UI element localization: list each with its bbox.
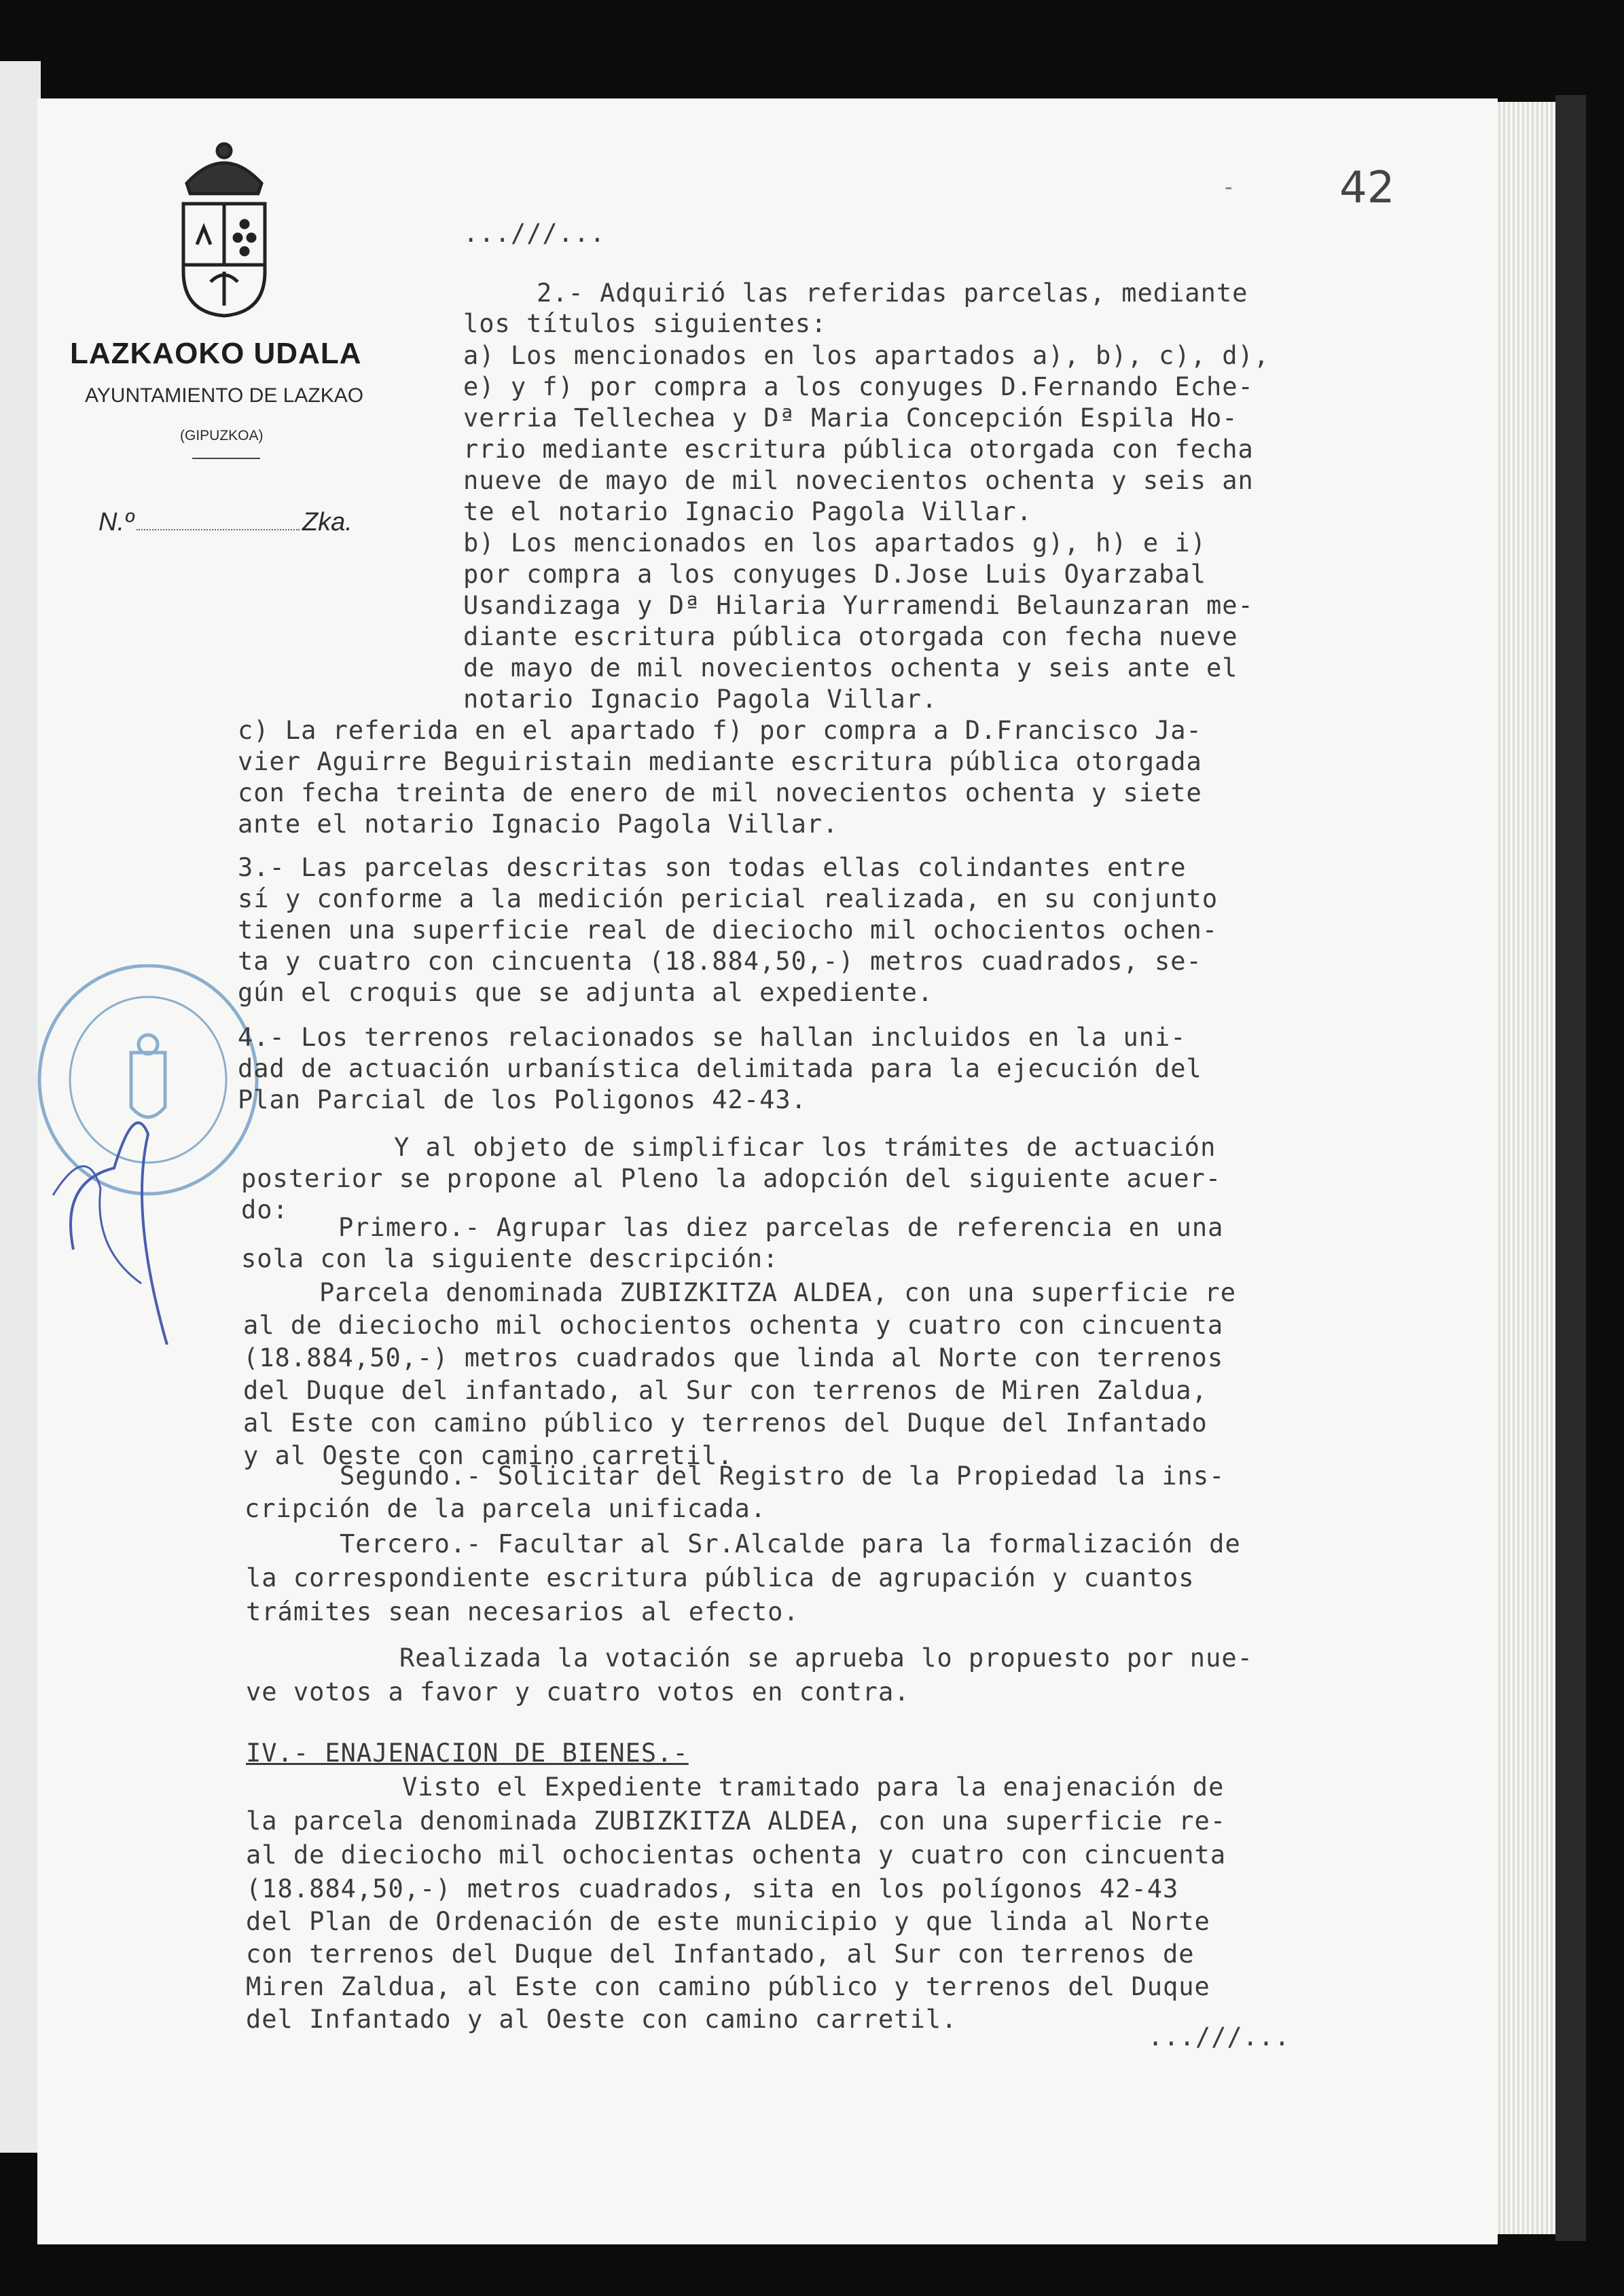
body-line: posterior se propone al Pleno la adopción del siguiente acuer- (241, 1164, 1222, 1193)
body-line: do: (241, 1195, 289, 1224)
body-line: cripción de la parcela unificada. (245, 1494, 767, 1523)
body-line: al de dieciocho mil ochocientos ochenta y cuatro con cincuenta (243, 1311, 1224, 1340)
section-heading: IV.- ENAJENACION DE BIENES.- (246, 1738, 689, 1768)
body-line: dad de actuación urbanística delimitada para la ejecución del (238, 1054, 1202, 1083)
body-line: c) La referida en el apartado f) por compra a D.Francisco Ja- (238, 716, 1202, 745)
body-line: del Duque del infantado, al Sur con terrenos de Miren Zaldua, (243, 1376, 1208, 1405)
number-prefix: N.º (98, 508, 134, 536)
body-line: Realizada la votación se aprueba lo propuesto por nue- (399, 1643, 1253, 1673)
letterhead-province: (GIPUZKOA) (180, 428, 264, 443)
body-line: por compra a los conyuges D.Jose Luis Oyarzabal (463, 560, 1206, 589)
body-line: del Plan de Ordenación de este municipio y que linda al Norte (246, 1907, 1210, 1936)
body-line: diante escritura pública otorgada con fecha nueve (463, 622, 1238, 651)
body-line: gún el croquis que se adjunta al expediente. (238, 978, 934, 1007)
body-line: trámites sean necesarios al efecto. (246, 1597, 799, 1626)
body-line: notario Ignacio Pagola Villar. (463, 685, 938, 714)
body-line: 3.- Las parcelas descritas son todas ellas colindantes entre (238, 853, 1187, 882)
body-line: sola con la siguiente descripción: (241, 1244, 779, 1273)
body-line: nueve de mayo de mil novecientos ochenta y seis an (463, 466, 1254, 495)
body-line: la parcela denominada ZUBIZKITZA ALDEA, con una superficie re- (246, 1806, 1227, 1836)
body-line: 2.- Adquirió las referidas parcelas, mediante (537, 278, 1248, 308)
body-line: la correspondiente escritura pública de agrupación y cuantos (246, 1563, 1195, 1592)
body-line: los títulos siguientes: (463, 309, 827, 338)
body-line: ante el notario Ignacio Pagola Villar. (238, 809, 839, 839)
coat-of-arms-icon (173, 136, 275, 326)
body-line: ...///... (463, 219, 606, 248)
body-line: rrio mediante escritura pública otorgada con fecha (463, 435, 1254, 464)
body-line: sí y conforme a la medición pericial realizada, en su conjunto (238, 884, 1219, 913)
body-line: del Infantado y al Oeste con camino carretil. (246, 2005, 958, 2034)
body-line: Miren Zaldua, al Este con camino público y terrenos del Duque (246, 1972, 1210, 2001)
page-number: 42 (1339, 163, 1395, 213)
body-line: Plan Parcial de los Poligonos 42-43. (238, 1085, 807, 1114)
body-line: e) y f) por compra a los conyuges D.Fernando Eche- (463, 372, 1254, 401)
body-line: (18.884,50,-) metros cuadrados que linda al Norte con terrenos (243, 1343, 1224, 1372)
body-line: vier Aguirre Beguiristain mediante escritura pública otorgada (238, 747, 1202, 776)
body-line: al Este con camino público y terrenos del Duque del Infantado (243, 1408, 1208, 1438)
letterhead-title: LAZKAOKO UDALA (70, 337, 362, 370)
body-line: Tercero.- Facultar al Sr.Alcalde para la formalización de (340, 1529, 1241, 1559)
body-line: Segundo.- Solicitar del Registro de la Propiedad la ins- (340, 1461, 1225, 1491)
body-line: verria Tellechea y Dª Maria Concepción Espila Ho- (463, 403, 1238, 433)
body-line: (18.884,50,-) metros cuadrados, sita en los polígonos 42-43 (246, 1874, 1179, 1903)
body-line: Y al objeto de simplificar los trámites de actuación (394, 1133, 1216, 1162)
page-mark: - (1225, 174, 1233, 200)
reference-number-field (98, 508, 353, 537)
body-line: Usandizaga y Dª Hilaria Yurramendi Belaunzaran me- (463, 591, 1254, 620)
book-cover-edge (1555, 95, 1586, 2241)
body-line: ta y cuatro con cincuenta (18.884,50,-) metros cuadrados, se- (238, 947, 1202, 976)
number-suffix: Zka. (302, 508, 353, 536)
letterhead-subtitle: AYUNTAMIENTO DE LAZKAO (85, 384, 364, 407)
body-line: b) Los mencionados en los apartados g), h) e i) (463, 528, 1206, 558)
letterhead-rule (192, 458, 260, 459)
body-line: con terrenos del Duque del Infantado, al Sur con terrenos de (246, 1939, 1195, 1969)
body-line: al de dieciocho mil ochocientas ochenta y cuatro con cincuenta (246, 1840, 1227, 1870)
body-line: a) Los mencionados en los apartados a), b), c), d), (463, 341, 1270, 370)
body-line: con fecha treinta de enero de mil novecientos ochenta y siete (238, 778, 1202, 807)
body-line: te el notario Ignacio Pagola Villar. (463, 497, 1032, 526)
body-line: y al Oeste con camino carretil. (243, 1441, 734, 1470)
body-line: 4.- Los terrenos relacionados se hallan incluidos en la uni- (238, 1023, 1187, 1052)
number-dotted-line (137, 524, 300, 530)
body-line: Parcela denominada ZUBIZKITZA ALDEA, con una superficie re (319, 1278, 1237, 1307)
body-line: ...///... (1148, 2022, 1291, 2052)
body-line: ve votos a favor y cuatro votos en contra. (246, 1677, 910, 1707)
body-line: de mayo de mil novecientos ochenta y seis ante el (463, 653, 1238, 682)
body-line: Primero.- Agrupar las diez parcelas de referencia en una (338, 1213, 1224, 1242)
body-line: tienen una superficie real de dieciocho mil ochocientos ochen- (238, 915, 1219, 945)
municipal-seal-stamp (33, 964, 264, 1345)
body-line: Visto el Expediente tramitado para la enajenación de (402, 1772, 1225, 1802)
